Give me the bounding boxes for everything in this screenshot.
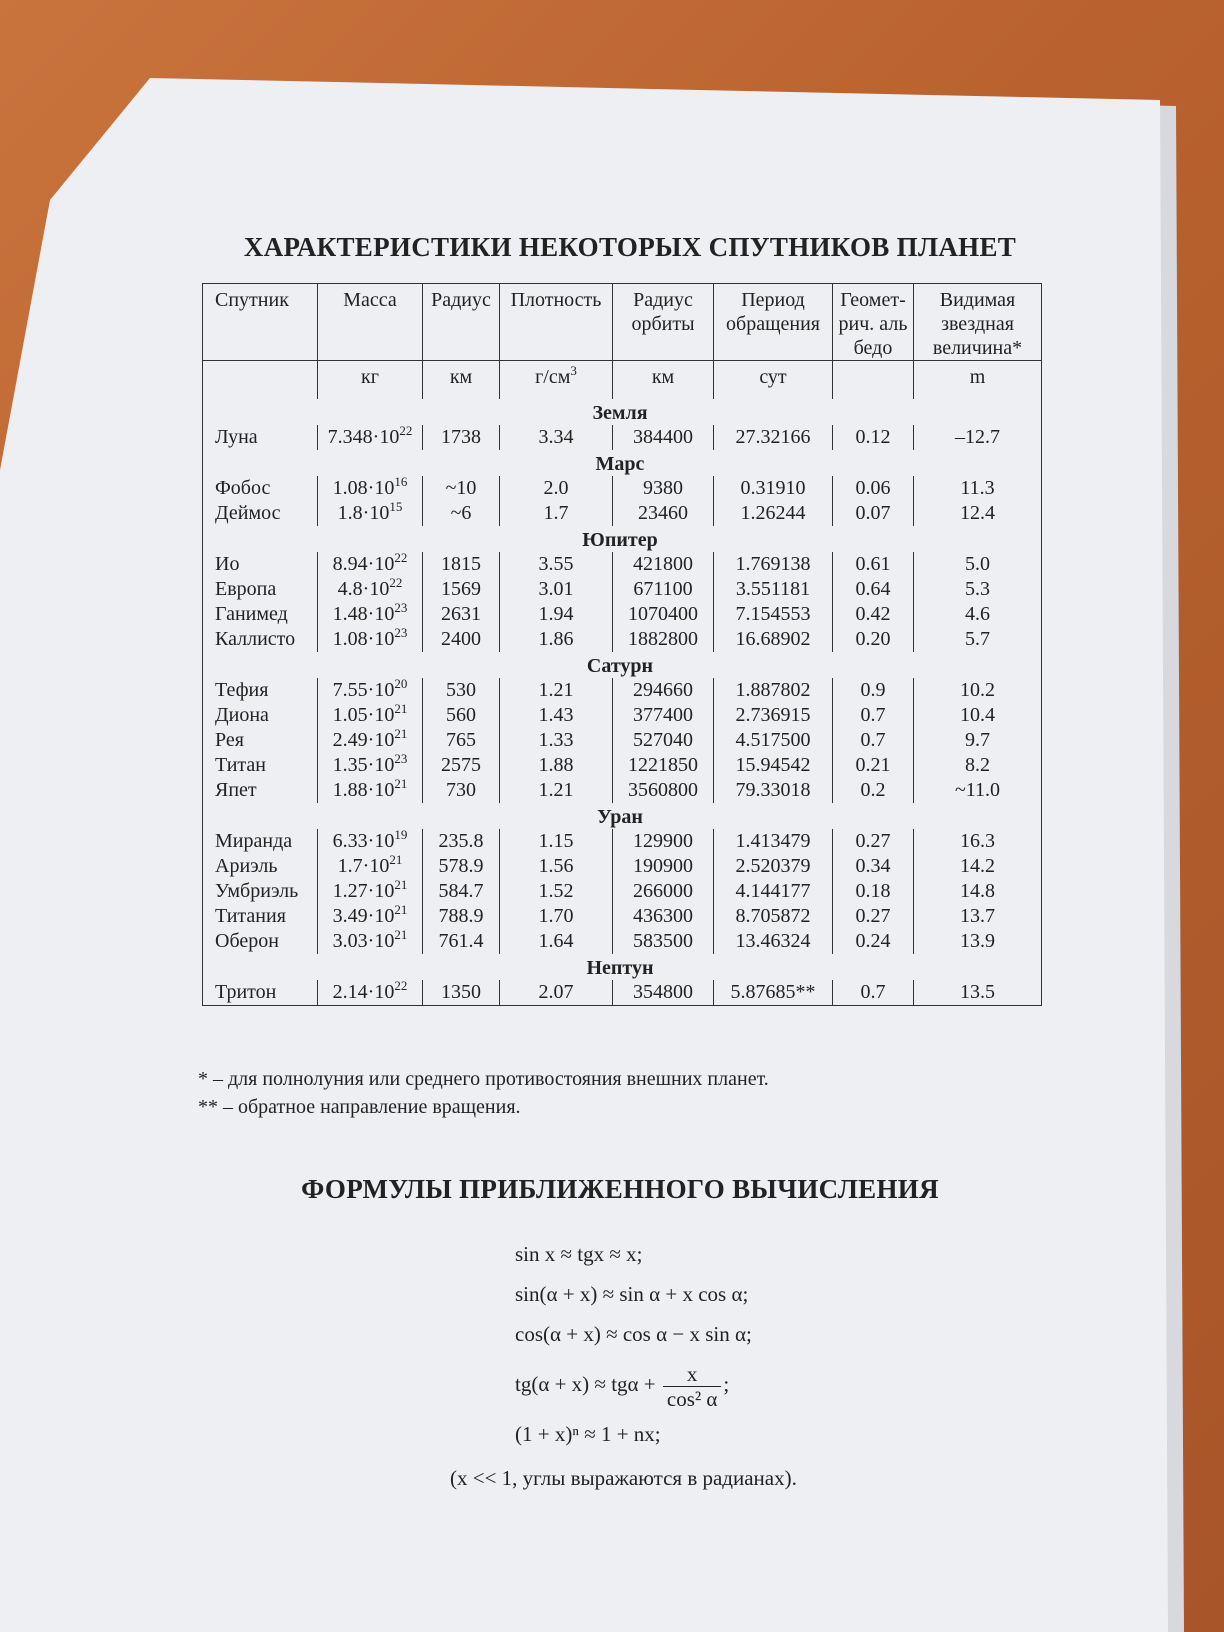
table-row [203, 778, 1042, 803]
satellite-name: Деймос [215, 502, 281, 524]
satellite-name: Диона [215, 704, 269, 726]
period-cell: 2.520379 [714, 854, 833, 879]
mass-mantissa: 7.55·10 [332, 679, 395, 701]
mass-mantissa: 1.27·10 [332, 880, 395, 902]
mass-cell [318, 627, 423, 652]
period-cell: 27.32166 [714, 425, 833, 450]
density-cell: 1.21 [500, 678, 613, 703]
header-density: Плотность [500, 284, 613, 361]
period-cell: 0.31910 [714, 476, 833, 501]
mass-mantissa: 1.35·10 [332, 754, 395, 776]
mass-mantissa: 3.03·10 [332, 930, 395, 952]
header-albedo-text: Геомет-рич. альбедо [838, 289, 908, 359]
mass-mantissa: 1.08·10 [332, 477, 395, 499]
albedo-cell: 0.21 [833, 753, 914, 778]
magnitude-cell: 14.8 [914, 879, 1042, 904]
mass-exponent: 19 [394, 827, 408, 842]
radius-cell: 2575 [423, 753, 500, 778]
period-cell: 3.551181 [714, 577, 833, 602]
magnitude-cell: 13.7 [914, 904, 1042, 929]
mass-mantissa: 2.49·10 [332, 729, 395, 751]
mass-exponent: 23 [394, 751, 408, 766]
period-cell: 1.26244 [714, 501, 833, 526]
period-cell: 5.87685** [714, 980, 833, 1006]
header-magnitude: Видимая звездная величина* [914, 284, 1042, 361]
satellite-name: Титания [215, 905, 286, 927]
table-row [203, 501, 1042, 526]
mass-mantissa: 1.08·10 [332, 628, 395, 650]
mass-exponent: 15 [389, 499, 403, 514]
table-row [203, 980, 1042, 1006]
albedo-cell: 0.9 [833, 678, 914, 703]
satellite-name: Ариэль [215, 855, 278, 877]
orbit-cell: 23460 [613, 501, 714, 526]
albedo-cell: 0.7 [833, 703, 914, 728]
mass-cell [318, 602, 423, 627]
magnitude-cell: 14.2 [914, 854, 1042, 879]
satellite-name: Каллисто [215, 628, 296, 650]
density-cell: 1.15 [500, 829, 613, 854]
mass-cell [318, 552, 423, 577]
footnote-single-star: * – для полнолуния или среднего противостояния внешних планет. [198, 1068, 769, 1090]
table-row [203, 678, 1042, 703]
footnotes [198, 1065, 769, 1121]
mass-cell [318, 854, 423, 879]
satellite-name: Умбриэль [215, 880, 299, 902]
period-cell: 15.94542 [714, 753, 833, 778]
orbit-cell: 9380 [613, 476, 714, 501]
radius-cell: 560 [423, 703, 500, 728]
planet-group-row [203, 652, 1042, 678]
planet-name: Уран [597, 806, 643, 828]
density-cell: 1.56 [500, 854, 613, 879]
period-cell: 1.769138 [714, 552, 833, 577]
orbit-cell: 421800 [613, 552, 714, 577]
magnitude-cell: 12.4 [914, 501, 1042, 526]
formula-sin: sin x ≈ tgx ≈ x; [515, 1242, 643, 1266]
mass-exponent: 21 [394, 776, 408, 791]
radius-cell: 1738 [423, 425, 500, 450]
unit-period: сут [714, 361, 833, 400]
density-cell: 1.88 [500, 753, 613, 778]
planet-name: Нептун [586, 957, 654, 979]
satellite-name: Оберон [215, 930, 279, 952]
table-row [203, 829, 1042, 854]
unit-magnitude: m [914, 361, 1042, 400]
albedo-cell: 0.06 [833, 476, 914, 501]
period-cell: 13.46324 [714, 929, 833, 954]
mass-cell [318, 678, 423, 703]
satellite-name: Миранда [215, 830, 293, 852]
orbit-cell: 190900 [613, 854, 714, 879]
footnote-double-star: ** – обратное направление вращения. [198, 1096, 521, 1118]
orbit-cell: 129900 [613, 829, 714, 854]
mass-cell [318, 929, 423, 954]
orbit-cell: 671100 [613, 577, 714, 602]
mass-exponent: 21 [394, 902, 408, 917]
table-row [203, 879, 1042, 904]
radius-cell: 2400 [423, 627, 500, 652]
planet-group-row [203, 803, 1042, 829]
mass-cell [318, 476, 423, 501]
mass-exponent: 21 [394, 701, 408, 716]
density-cell: 3.01 [500, 577, 613, 602]
mass-exponent: 21 [394, 877, 408, 892]
satellite-name: Фобос [215, 477, 271, 499]
magnitude-cell: 5.7 [914, 627, 1042, 652]
mass-mantissa: 1.05·10 [332, 704, 395, 726]
unit-albedo [833, 361, 914, 400]
formula-tg-denominator: cos² α [666, 1386, 718, 1411]
orbit-cell: 384400 [613, 425, 714, 450]
radius-cell: 1815 [423, 552, 500, 577]
magnitude-cell: 4.6 [914, 602, 1042, 627]
orbit-cell: 377400 [613, 703, 714, 728]
formula-tg-end: ; [723, 1372, 730, 1396]
magnitude-cell: 10.2 [914, 678, 1042, 703]
table-title: ХАРАКТЕРИСТИКИ НЕКОТОРЫХ СПУТНИКОВ ПЛАНЕТ [243, 232, 1017, 262]
header-albedo [833, 284, 914, 361]
radius-cell: 730 [423, 778, 500, 803]
mass-exponent: 22 [394, 978, 408, 993]
table-row [203, 602, 1042, 627]
planet-group-row [203, 450, 1042, 476]
period-cell: 1.887802 [714, 678, 833, 703]
density-cell: 1.70 [500, 904, 613, 929]
mass-cell [318, 904, 423, 929]
density-cell: 2.07 [500, 980, 613, 1006]
period-cell: 4.144177 [714, 879, 833, 904]
planet-name: Земля [592, 402, 648, 424]
mass-cell [318, 980, 423, 1006]
table-row [203, 728, 1042, 753]
unit-density-exp: 3 [570, 363, 577, 378]
radius-cell: 2631 [423, 602, 500, 627]
table-row [203, 904, 1042, 929]
table-header-row [203, 284, 1042, 361]
mass-cell [318, 501, 423, 526]
formula-binomial: (1 + x)ⁿ ≈ 1 + nx; [515, 1422, 661, 1446]
satellite-name: Титан [215, 754, 266, 776]
table-row [203, 627, 1042, 652]
magnitude-cell: –12.7 [914, 425, 1042, 450]
mass-cell [318, 778, 423, 803]
orbit-cell: 1882800 [613, 627, 714, 652]
planet-name: Юпитер [582, 529, 658, 551]
header-orbit-radius: Радиус орбиты [613, 284, 714, 361]
mass-mantissa: 1.8·10 [337, 502, 390, 524]
unit-mass: кг [318, 361, 423, 400]
density-cell: 1.52 [500, 879, 613, 904]
magnitude-cell: 5.3 [914, 577, 1042, 602]
table-row [203, 577, 1042, 602]
mass-exponent: 20 [394, 676, 408, 691]
planet-name: Сатурн [586, 655, 654, 677]
mass-mantissa: 2.14·10 [332, 981, 395, 1003]
mass-mantissa: 7.348·10 [327, 426, 400, 448]
mass-mantissa: 1.48·10 [332, 603, 395, 625]
mass-mantissa: 3.49·10 [332, 905, 395, 927]
albedo-cell: 0.27 [833, 904, 914, 929]
table-row [203, 425, 1042, 450]
period-cell: 7.154553 [714, 602, 833, 627]
albedo-cell: 0.7 [833, 728, 914, 753]
magnitude-cell: 8.2 [914, 753, 1042, 778]
orbit-cell: 1221850 [613, 753, 714, 778]
magnitude-cell: 13.5 [914, 980, 1042, 1006]
radius-cell: 235.8 [423, 829, 500, 854]
formula-tg-lhs: tg(α + x) ≈ tgα + [515, 1372, 656, 1396]
planet-group-row [203, 399, 1042, 425]
density-cell: 3.55 [500, 552, 613, 577]
density-cell: 1.86 [500, 627, 613, 652]
mass-cell [318, 879, 423, 904]
header-mass: Масса [318, 284, 423, 361]
albedo-cell: 0.61 [833, 552, 914, 577]
mass-exponent: 21 [394, 726, 408, 741]
density-cell: 3.34 [500, 425, 613, 450]
albedo-cell: 0.42 [833, 602, 914, 627]
formulas-block [515, 1234, 752, 1454]
mass-cell [318, 728, 423, 753]
mass-cell [318, 577, 423, 602]
magnitude-cell: 10.4 [914, 703, 1042, 728]
density-cell: 1.43 [500, 703, 613, 728]
radius-cell: 584.7 [423, 879, 500, 904]
unit-density [500, 361, 613, 400]
formulas-title: ФОРМУЛЫ ПРИБЛИЖЕННОГО ВЫЧИСЛЕНИЯ [301, 1174, 939, 1204]
table-row [203, 552, 1042, 577]
albedo-cell: 0.27 [833, 829, 914, 854]
table-row [203, 854, 1042, 879]
units-row [203, 361, 1042, 400]
orbit-cell: 436300 [613, 904, 714, 929]
radius-cell: 788.9 [423, 904, 500, 929]
orbit-cell: 527040 [613, 728, 714, 753]
formula-tg-numerator: x [663, 1362, 722, 1387]
mass-exponent: 21 [389, 852, 403, 867]
density-cell: 1.94 [500, 602, 613, 627]
mass-exponent: 23 [394, 625, 408, 640]
magnitude-cell: 13.9 [914, 929, 1042, 954]
formula-tg-fraction [663, 1362, 722, 1411]
period-cell: 79.33018 [714, 778, 833, 803]
satellite-name: Рея [215, 729, 244, 751]
mass-exponent: 23 [394, 600, 408, 615]
orbit-cell: 266000 [613, 879, 714, 904]
orbit-cell: 583500 [613, 929, 714, 954]
density-cell: 1.21 [500, 778, 613, 803]
albedo-cell: 0.2 [833, 778, 914, 803]
mass-mantissa: 1.88·10 [332, 779, 395, 801]
mass-exponent: 22 [389, 575, 403, 590]
mass-mantissa: 4.8·10 [337, 578, 390, 600]
satellite-name: Япет [215, 779, 257, 801]
magnitude-cell: 11.3 [914, 476, 1042, 501]
satellite-name: Ио [215, 553, 240, 575]
planet-group-row [203, 526, 1042, 552]
unit-orbit: км [613, 361, 714, 400]
period-cell: 16.68902 [714, 627, 833, 652]
period-cell: 8.705872 [714, 904, 833, 929]
satellites-table [202, 283, 1042, 1006]
density-cell: 1.7 [500, 501, 613, 526]
table-row [203, 753, 1042, 778]
radius-cell: 761.4 [423, 929, 500, 954]
period-cell: 4.517500 [714, 728, 833, 753]
planet-name: Марс [595, 453, 645, 475]
unit-radius: км [423, 361, 500, 400]
table-row [203, 476, 1042, 501]
radius-cell: ~10 [423, 476, 500, 501]
unit-satellite [203, 361, 318, 400]
formula-cos-sum: cos(α + x) ≈ cos α − x sin α; [515, 1322, 752, 1346]
mass-mantissa: 8.94·10 [332, 553, 395, 575]
magnitude-cell: ~11.0 [914, 778, 1042, 803]
unit-density-text: г/см [535, 366, 571, 388]
radius-cell: 578.9 [423, 854, 500, 879]
density-cell: 1.33 [500, 728, 613, 753]
magnitude-cell: 9.7 [914, 728, 1042, 753]
radius-cell: ~6 [423, 501, 500, 526]
magnitude-cell: 16.3 [914, 829, 1042, 854]
radius-cell: 1350 [423, 980, 500, 1006]
density-cell: 1.64 [500, 929, 613, 954]
albedo-cell: 0.34 [833, 854, 914, 879]
mass-cell [318, 829, 423, 854]
table-row [203, 703, 1042, 728]
mass-mantissa: 1.7·10 [337, 855, 390, 877]
albedo-cell: 0.12 [833, 425, 914, 450]
albedo-cell: 0.20 [833, 627, 914, 652]
table-body [203, 399, 1042, 1006]
formulas-footnote: (x << 1, углы выражаются в радианах). [450, 1466, 797, 1490]
planet-group-row [203, 954, 1042, 980]
satellite-name: Европа [215, 578, 277, 600]
albedo-cell: 0.07 [833, 501, 914, 526]
radius-cell: 530 [423, 678, 500, 703]
mass-exponent: 22 [399, 423, 413, 438]
albedo-cell: 0.64 [833, 577, 914, 602]
satellite-name: Луна [215, 426, 258, 448]
mass-cell [318, 703, 423, 728]
satellite-name: Ганимед [215, 603, 288, 625]
albedo-cell: 0.7 [833, 980, 914, 1006]
mass-exponent: 21 [394, 927, 408, 942]
mass-mantissa: 6.33·10 [332, 830, 395, 852]
mass-cell [318, 753, 423, 778]
period-cell: 2.736915 [714, 703, 833, 728]
albedo-cell: 0.18 [833, 879, 914, 904]
header-period: Период обращения [714, 284, 833, 361]
radius-cell: 1569 [423, 577, 500, 602]
orbit-cell: 3560800 [613, 778, 714, 803]
orbit-cell: 354800 [613, 980, 714, 1006]
density-cell: 2.0 [500, 476, 613, 501]
magnitude-cell: 5.0 [914, 552, 1042, 577]
header-radius: Радиус [423, 284, 500, 361]
orbit-cell: 294660 [613, 678, 714, 703]
orbit-cell: 1070400 [613, 602, 714, 627]
satellite-name: Тефия [215, 679, 269, 701]
formula-tg-sum [515, 1354, 752, 1414]
period-cell: 1.413479 [714, 829, 833, 854]
albedo-cell: 0.24 [833, 929, 914, 954]
mass-exponent: 16 [394, 474, 408, 489]
radius-cell: 765 [423, 728, 500, 753]
header-satellite: Спутник [203, 284, 318, 361]
table-row [203, 929, 1042, 954]
formula-sin-sum: sin(α + x) ≈ sin α + x cos α; [515, 1282, 749, 1306]
mass-exponent: 22 [394, 550, 408, 565]
mass-cell [318, 425, 423, 450]
satellite-name: Тритон [215, 981, 277, 1003]
